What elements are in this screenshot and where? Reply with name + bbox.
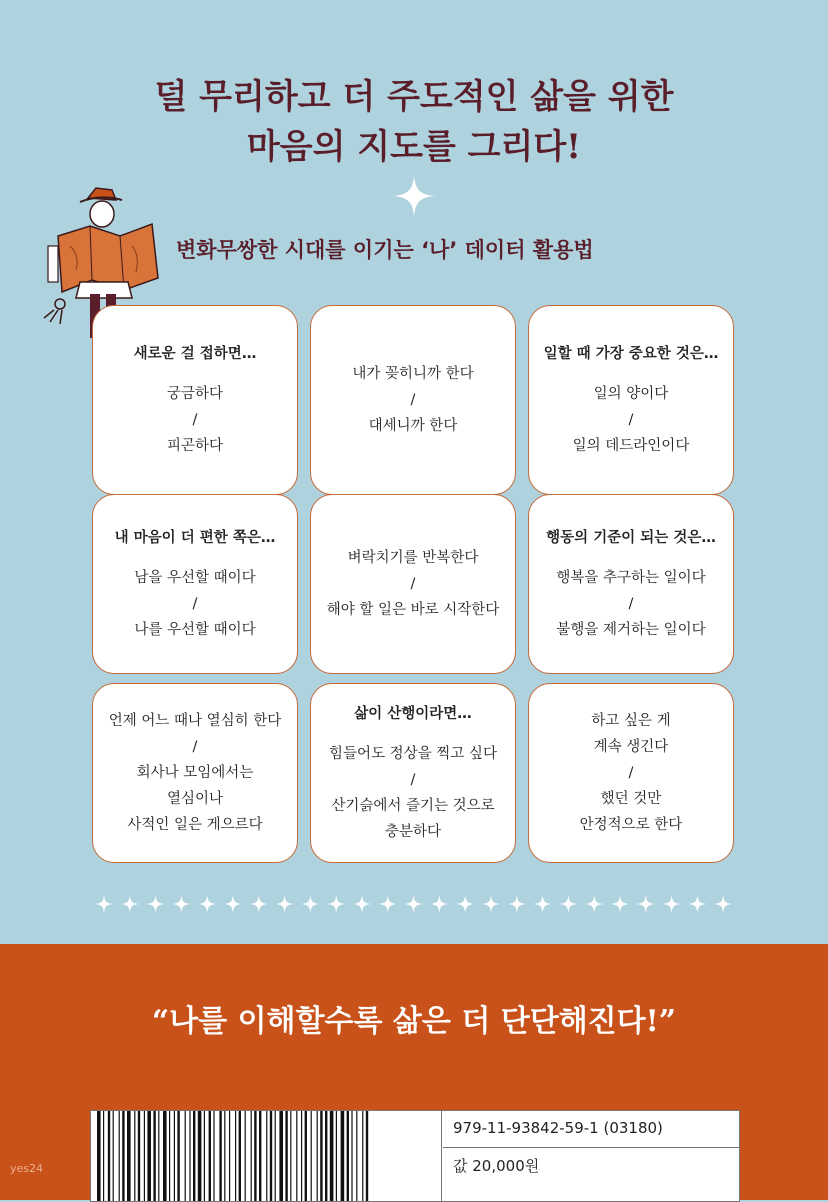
- card-line: 안정적으로 한다: [579, 817, 683, 833]
- barcode-bar: [119, 1111, 120, 1201]
- question-card: [310, 305, 516, 495]
- barcode-bar: [239, 1111, 241, 1201]
- barcode-bar: [366, 1111, 368, 1201]
- sparkle-icon: [405, 895, 423, 913]
- watermark: yes24: [10, 1162, 44, 1175]
- sparkle-icon: [637, 895, 655, 913]
- sparkle-icon: [353, 895, 371, 913]
- barcode-bar: [138, 1111, 140, 1201]
- barcode-bar: [158, 1111, 159, 1201]
- sparkle-icon: [147, 895, 165, 913]
- sparkle-icon: [121, 895, 139, 913]
- card-line: 행복을 추구하는 일이다: [556, 570, 706, 586]
- card-line: 하고 싶은 게: [591, 713, 671, 729]
- card-line: 산기슭에서 즐기는 것으로: [331, 798, 495, 814]
- barcode-bar: [189, 1111, 190, 1201]
- barcode-bar: [163, 1111, 167, 1201]
- barcode-bar: [224, 1111, 225, 1201]
- card-line: /: [192, 739, 198, 755]
- question-card: [92, 494, 298, 674]
- sparkle-icon: [276, 895, 294, 913]
- barcode-bar: [245, 1111, 246, 1201]
- barcode-bar: [185, 1111, 186, 1201]
- card-line: 사적인 일은 게으르다: [127, 817, 263, 833]
- sparkle-icon: [456, 895, 474, 913]
- sparkle-icon: [611, 895, 629, 913]
- barcode-bar: [290, 1111, 291, 1201]
- card-title: 삶이 산행이라면…: [354, 706, 472, 722]
- barcode-bar: [177, 1111, 179, 1201]
- barcode-bar: [336, 1111, 337, 1201]
- card-line: 일의 양이다: [593, 386, 669, 402]
- barcode-bar: [305, 1111, 307, 1201]
- barcode-bar: [213, 1111, 214, 1201]
- card-body: [93, 565, 297, 643]
- sparkle-icon: [327, 895, 345, 913]
- card-line: 나를 우선할 때이다: [134, 622, 256, 638]
- question-card: [310, 494, 516, 674]
- question-card: [92, 305, 298, 495]
- sparkle-icon: [224, 895, 242, 913]
- barcode-bar: [275, 1111, 276, 1201]
- sparkle-icon: [172, 895, 190, 913]
- barcode-bar: [341, 1111, 345, 1201]
- card-line: 언제 어느 때나 열심히 한다: [108, 713, 282, 729]
- barcode-bar: [330, 1111, 334, 1201]
- card-body: [529, 708, 733, 838]
- card-title: 행동의 기준이 되는 것은…: [546, 530, 716, 546]
- question-card: [310, 683, 516, 863]
- card-body: [311, 545, 515, 623]
- barcode-bar: [279, 1111, 283, 1201]
- barcode-bar: [204, 1111, 205, 1201]
- card-body: [93, 381, 297, 459]
- sparkle-divider: [94, 892, 734, 916]
- card-line: 열심이나: [166, 791, 224, 807]
- barcode-bar: [108, 1111, 110, 1201]
- sparkle-icon: [559, 895, 577, 913]
- sparkle-icon: [688, 895, 706, 913]
- barcode-box: [90, 1110, 740, 1202]
- barcode-bar: [153, 1111, 155, 1201]
- card-line: 해야 할 일은 바로 시작한다: [326, 602, 500, 618]
- card-body: [311, 361, 515, 439]
- barcode-bar: [97, 1111, 101, 1201]
- sparkle-icon: [508, 895, 526, 913]
- barcode-bar: [270, 1111, 272, 1201]
- question-card: [528, 305, 734, 495]
- barcode-bar: [229, 1111, 230, 1201]
- card-line: /: [628, 765, 634, 781]
- card-line: /: [410, 576, 416, 592]
- barcode-bar: [174, 1111, 175, 1201]
- barcode-bar: [251, 1111, 252, 1201]
- barcode-bar: [351, 1111, 352, 1201]
- barcode-bar: [122, 1111, 124, 1201]
- barcode-bar: [320, 1111, 322, 1201]
- card-line: /: [628, 596, 634, 612]
- sparkle-icon: [714, 895, 732, 913]
- divider: [441, 1111, 442, 1201]
- card-line: 일의 데드라인이다: [572, 438, 690, 454]
- headline-line-1: 덜 무리하고 더 주도적인 삶을 위한: [154, 77, 674, 117]
- card-title: 내 마음이 더 편한 쪽은…: [114, 530, 276, 546]
- barcode-bar: [311, 1111, 312, 1201]
- sparkle-icon: [198, 895, 216, 913]
- card-line: 계속 생긴다: [593, 739, 669, 755]
- barcode-bar: [301, 1111, 302, 1201]
- question-card: [528, 683, 734, 863]
- barcode-bar: [362, 1111, 363, 1201]
- card-line: 피곤하다: [166, 438, 224, 454]
- sparkle-icon: [95, 895, 113, 913]
- barcode-bar: [169, 1111, 170, 1201]
- barcode-bar: [219, 1111, 221, 1201]
- sparkle-icon: [393, 175, 435, 217]
- barcode-bar: [254, 1111, 256, 1201]
- card-line: /: [410, 772, 416, 788]
- sparkle-icon: [663, 895, 681, 913]
- card-line: 벼락치기를 반복한다: [347, 550, 479, 566]
- card-line: 힘들어도 정상을 찍고 싶다: [329, 746, 497, 762]
- card-line: 내가 꽂히니까 한다: [352, 366, 474, 382]
- card-line: 궁금하다: [166, 386, 224, 402]
- subtitle: 변화무쌍한 시대를 이기는 ‘나’ 데이터 활용법: [176, 238, 594, 262]
- barcode: [91, 1111, 431, 1201]
- barcode-bar: [325, 1111, 327, 1201]
- barcode-bar: [266, 1111, 267, 1201]
- question-card: [528, 494, 734, 674]
- card-line: 불행을 제거하는 일이다: [556, 622, 706, 638]
- divider: [443, 1147, 739, 1148]
- card-line: /: [628, 412, 634, 428]
- barcode-bar: [144, 1111, 145, 1201]
- isbn: 979-11-93842-59-1 (03180): [453, 1119, 663, 1137]
- card-body: [529, 381, 733, 459]
- headline-line-2: 마음의 지도를 그리다!: [246, 127, 582, 167]
- barcode-bar: [235, 1111, 236, 1201]
- sparkle-icon: [301, 895, 319, 913]
- card-line: 남을 우선할 때이다: [134, 570, 256, 586]
- card-line: 충분하다: [384, 824, 442, 840]
- sparkle-icon: [250, 895, 268, 913]
- barcode-bar: [193, 1111, 195, 1201]
- barcode-bar: [296, 1111, 297, 1201]
- sparkle-icon: [482, 895, 500, 913]
- barcode-bar: [113, 1111, 114, 1201]
- card-line: 대세니까 한다: [368, 418, 458, 434]
- barcode-bar: [347, 1111, 349, 1201]
- barcode-bar: [103, 1111, 104, 1201]
- barcode-bar: [259, 1111, 261, 1201]
- card-title: 새로운 걸 접하면…: [133, 346, 257, 362]
- barcode-bar: [356, 1111, 357, 1201]
- question-card: [92, 683, 298, 863]
- barcode-bar: [285, 1111, 287, 1201]
- sparkle-icon: [534, 895, 552, 913]
- price: 값 20,000원: [453, 1157, 540, 1175]
- card-line: /: [192, 412, 198, 428]
- card-body: [311, 741, 515, 845]
- barcode-bar: [198, 1111, 202, 1201]
- quote: “나를 이해할수록 삶은 더 단단해진다!”: [151, 1004, 677, 1039]
- sparkle-icon: [379, 895, 397, 913]
- card-title: 일할 때 가장 중요한 것은…: [543, 346, 719, 362]
- barcode-bar: [317, 1111, 318, 1201]
- card-line: /: [192, 596, 198, 612]
- card-body: [529, 565, 733, 643]
- headline: [0, 72, 828, 172]
- card-line: /: [410, 392, 416, 408]
- card-body: [93, 708, 297, 838]
- barcode-bar: [209, 1111, 211, 1201]
- sparkle-icon: [430, 895, 448, 913]
- barcode-bar: [134, 1111, 135, 1201]
- card-line: 했던 것만: [600, 791, 662, 807]
- card-line: 회사나 모임에서는: [136, 765, 254, 781]
- sparkle-icon: [585, 895, 603, 913]
- barcode-bar: [127, 1111, 131, 1201]
- barcode-bar: [147, 1111, 151, 1201]
